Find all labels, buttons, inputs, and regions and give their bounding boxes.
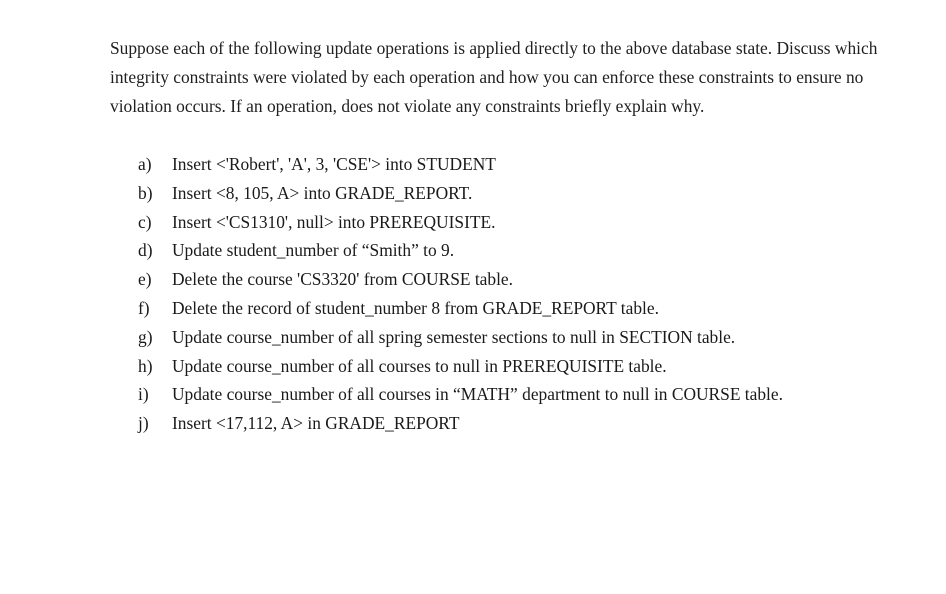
- list-marker: b): [138, 182, 153, 203]
- list-item: [138, 208, 878, 237]
- list-marker: d): [138, 240, 153, 261]
- list-item-text: Update course_number of all courses to null in PREREQUISITE table.: [172, 355, 667, 376]
- list-item-text: Delete the record of student_number 8 from GRADE_REPORT table.: [172, 297, 659, 318]
- list-item: [138, 409, 878, 438]
- list-item-text: Update student_number of “Smith” to 9.: [172, 240, 455, 261]
- list-item: [138, 294, 878, 323]
- list-marker: j): [138, 413, 149, 434]
- list-item: [138, 236, 878, 265]
- list-item-text: Insert <8, 105, A> into GRADE_REPORT.: [172, 182, 473, 203]
- list-item-text: Insert <17,112, A> in GRADE_REPORT: [172, 413, 460, 434]
- list-marker: i): [138, 384, 149, 405]
- list-item: [138, 352, 878, 381]
- list-marker: f): [138, 297, 150, 318]
- list-item: [138, 179, 878, 208]
- list-item: [138, 323, 878, 352]
- list-marker: h): [138, 355, 153, 376]
- list-item-text: Delete the course 'CS3320' from COURSE table.: [172, 269, 513, 290]
- list-item-text: Insert <'CS1310', null> into PREREQUISITE.: [172, 211, 496, 232]
- intro-paragraph: Suppose each of the following update operations is applied directly to the above database state. Discuss which integrity constraints were violated by each operation and how you can enforce these constraints to ensure no violation occurs. If an operation, does not violate any constraints briefly explain why.: [110, 38, 878, 116]
- operations-list: [138, 150, 878, 438]
- list-marker: g): [138, 326, 153, 347]
- list-marker: a): [138, 154, 152, 174]
- list-item: [138, 380, 878, 409]
- list-item-text: Update course_number of all courses in “MATH” department to null in COURSE table.: [172, 384, 783, 405]
- list-item: [138, 150, 878, 179]
- document-body: [110, 34, 900, 434]
- list-marker: e): [138, 269, 152, 290]
- list-item-text: Insert <'Robert', 'A', 3, 'CSE'> into STUDENT: [172, 154, 496, 174]
- list-item: [138, 265, 878, 294]
- list-item-text: Update course_number of all spring semester sections to null in SECTION table.: [172, 326, 736, 347]
- list-marker: c): [138, 211, 152, 232]
